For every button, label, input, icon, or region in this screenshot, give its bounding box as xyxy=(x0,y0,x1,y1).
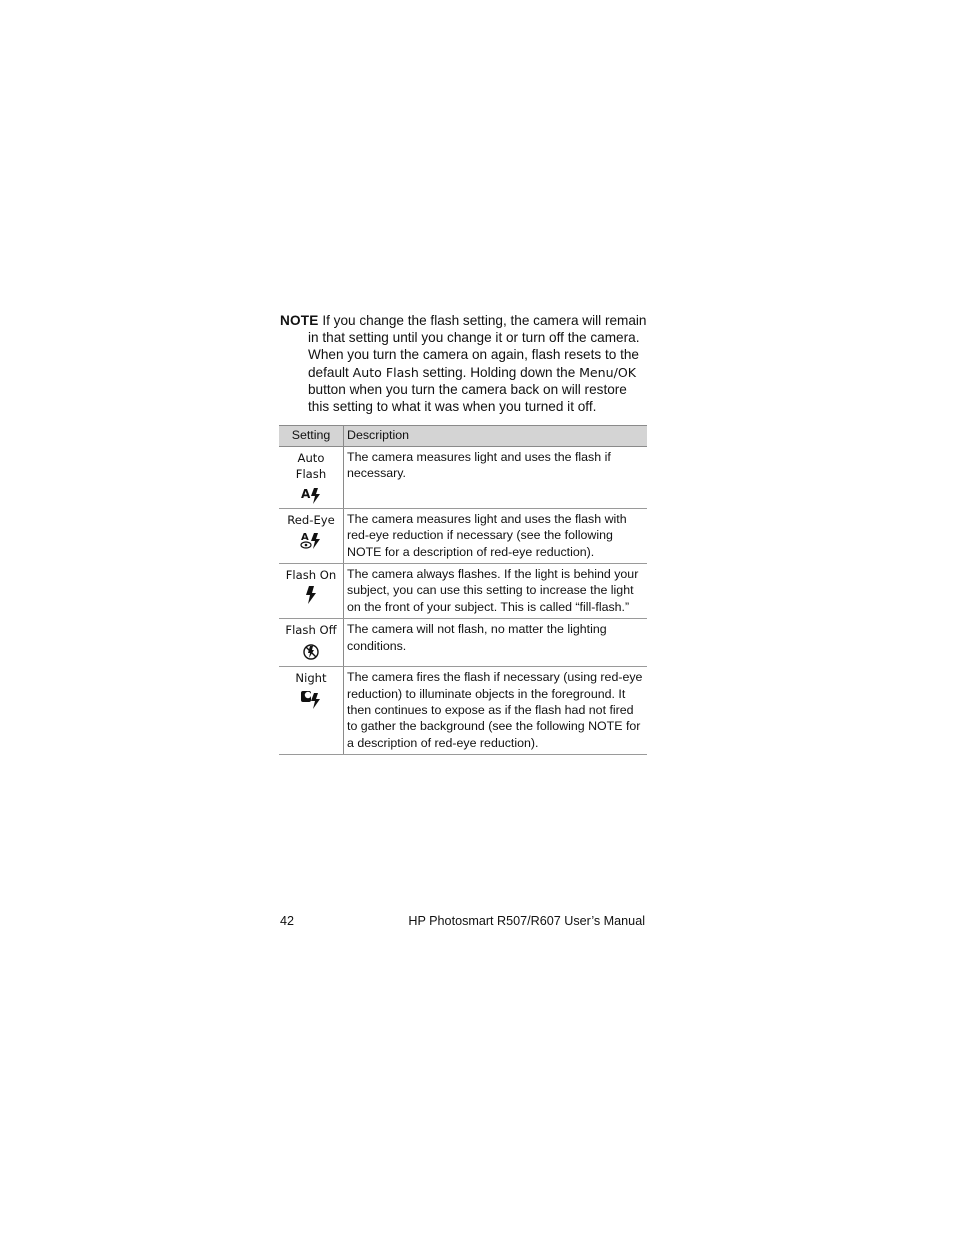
header-description: Description xyxy=(344,426,648,447)
table-row xyxy=(279,564,647,619)
flash-on-icon xyxy=(300,585,322,605)
setting-name: Flash Off xyxy=(285,623,337,638)
setting-name: Red-Eye xyxy=(287,512,335,527)
setting-name: Night xyxy=(295,671,327,686)
description-cell: The camera will not flash, no matter the lighting conditions. xyxy=(344,619,648,667)
description-cell: The camera fires the flash if necessary (using red-eye reduction) to illuminate objects in the foreground. It then continues to expose as if the flash had not fired to gather the background (see the following NOTE for a description of red-eye reduction). xyxy=(344,667,648,755)
setting-name: Auto Flash xyxy=(295,451,327,482)
night-flash-icon xyxy=(300,689,322,709)
table-row xyxy=(279,619,647,667)
table-row xyxy=(279,447,647,509)
setting-cell xyxy=(279,619,344,667)
description-cell: The camera always flashes. If the light is behind your subject, you can use this setting to increase the light on the front of your subject. This is called “fill-flash.” xyxy=(344,564,648,619)
note-text-1: If you change the flash setting, the camera will remain in that setting until you change it or turn off the camera. When you turn the camera on again, flash resets to the default xyxy=(308,313,647,380)
description-cell: The camera measures light and uses the flash if necessary. xyxy=(344,447,648,509)
page-number: 42 xyxy=(280,914,295,928)
note-text-2: setting. Holding down the xyxy=(418,364,580,380)
table-row xyxy=(279,667,647,755)
flash-settings-table xyxy=(279,425,647,755)
setting-cell xyxy=(279,564,344,619)
red-eye-icon xyxy=(300,530,322,550)
svg-text:A: A xyxy=(301,532,309,544)
note-label: NOTE xyxy=(280,313,319,328)
table-row xyxy=(279,508,647,563)
manual-title: HP Photosmart R507/R607 User’s Manual xyxy=(408,914,645,928)
auto-flash-icon xyxy=(300,485,322,505)
setting-cell xyxy=(279,508,344,563)
note-text-3: button when you turn the camera back on will restore this setting to what it was when you turned it off. xyxy=(308,381,627,415)
table-header-row xyxy=(279,426,647,447)
setting-cell xyxy=(279,667,344,755)
flash-off-icon xyxy=(300,641,322,661)
setting-cell xyxy=(279,447,344,509)
note-paragraph xyxy=(280,312,650,415)
header-setting: Setting xyxy=(279,426,344,447)
menu-ok-ui-term: Menu/OK xyxy=(579,364,637,380)
note-block xyxy=(280,312,650,415)
setting-name: Flash On xyxy=(285,568,337,583)
auto-flash-ui-term: Auto Flash xyxy=(352,364,419,380)
svg-text:A: A xyxy=(301,486,311,501)
description-cell: The camera measures light and uses the flash with red-eye reduction if necessary (see the following NOTE for a description of red-eye reduction). xyxy=(344,508,648,563)
